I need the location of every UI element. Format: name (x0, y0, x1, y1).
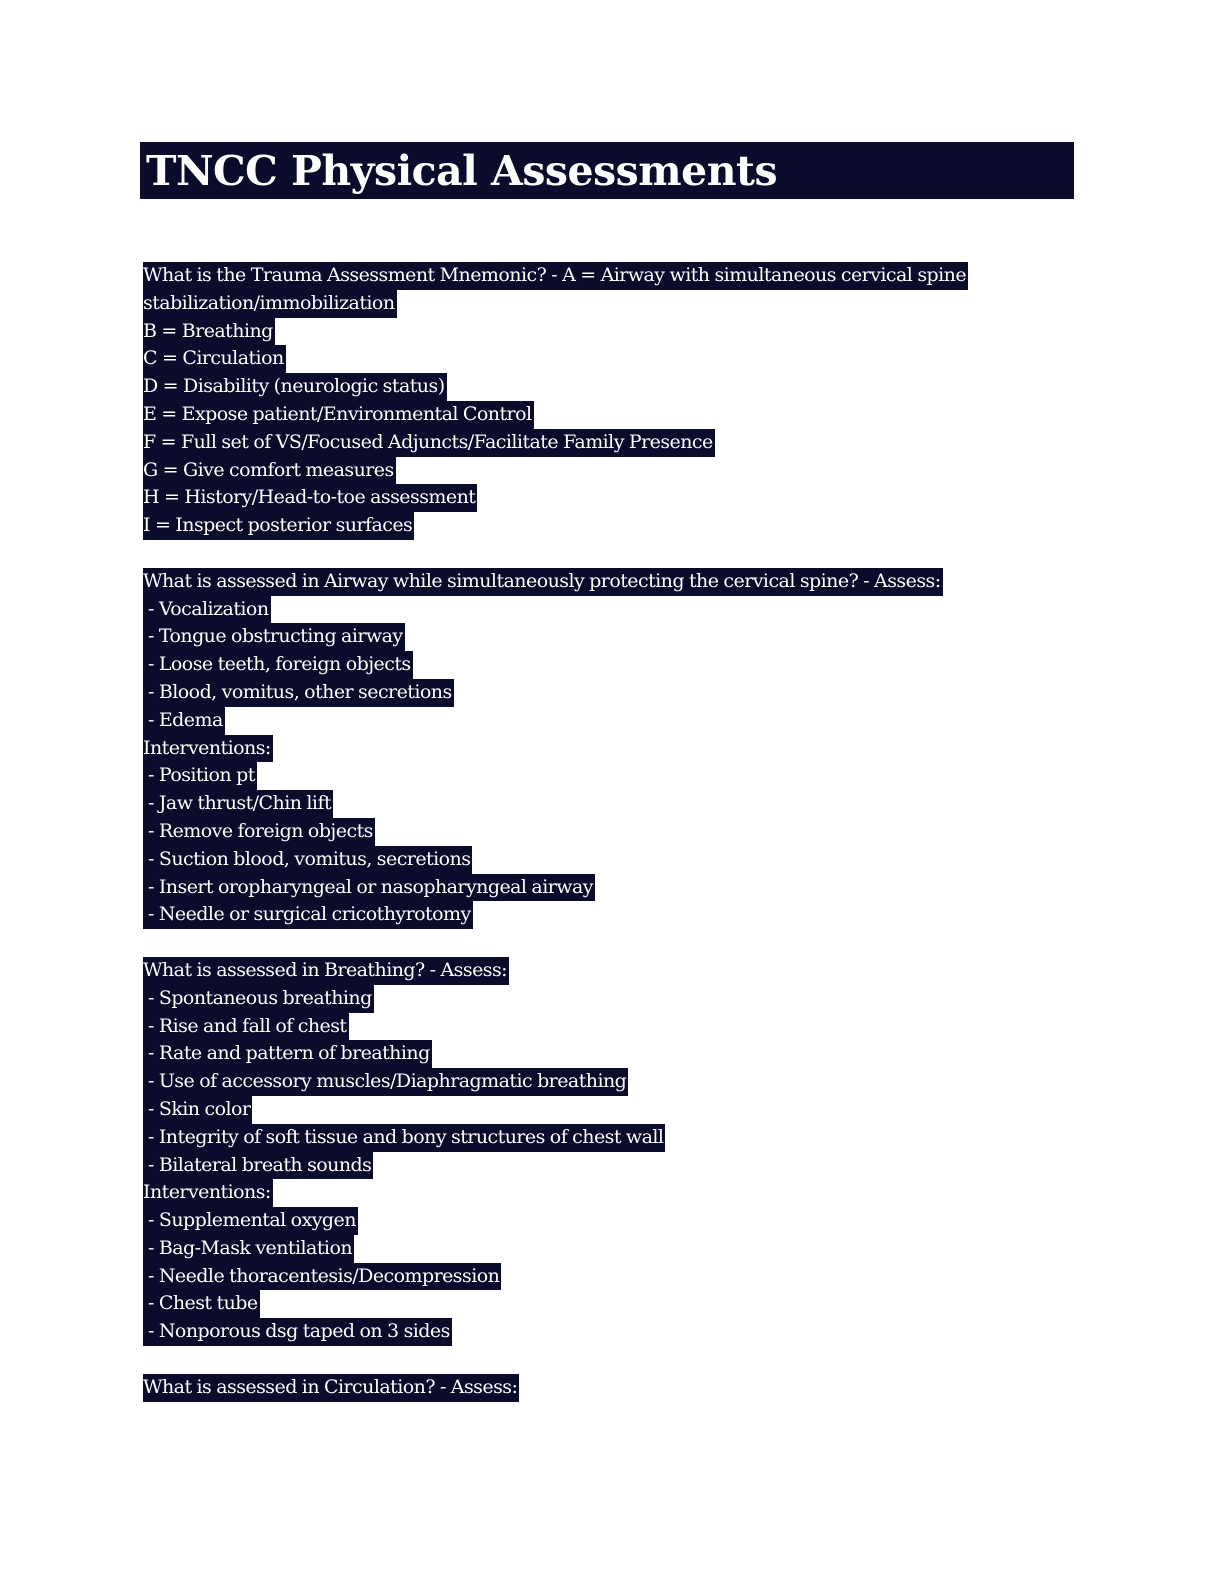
text-line (143, 1290, 1083, 1318)
highlighted-text: What is the Trauma Assessment Mnemonic? - A = Airway with simultaneous cervical spine (143, 262, 968, 290)
text-line (143, 707, 1083, 735)
highlighted-text: stabilization/immobilization (143, 290, 397, 318)
highlighted-text: - Rise and fall of chest (143, 1013, 349, 1041)
text-line (143, 1013, 1083, 1041)
highlighted-text: - Needle thoracentesis/Decompression (143, 1263, 501, 1291)
highlighted-text: E = Expose patient/Environmental Control (143, 401, 534, 429)
highlighted-text: - Chest tube (143, 1290, 260, 1318)
text-line (143, 568, 1083, 596)
text-line (143, 651, 1083, 679)
text-line (143, 429, 1083, 457)
qa-block (143, 568, 1083, 929)
text-line (143, 373, 1083, 401)
text-line (143, 1096, 1083, 1124)
text-line (143, 290, 1083, 318)
highlighted-text: - Remove foreign objects (143, 818, 375, 846)
highlighted-text: - Suction blood, vomitus, secretions (143, 846, 472, 874)
text-line (143, 596, 1083, 624)
text-line (143, 484, 1083, 512)
highlighted-text: G = Give comfort measures (143, 457, 396, 485)
highlighted-text: - Rate and pattern of breathing (143, 1040, 432, 1068)
highlighted-text: H = History/Head-to-toe assessment (143, 484, 477, 512)
highlighted-text: - Spontaneous breathing (143, 985, 374, 1013)
text-line (143, 1374, 1083, 1402)
text-line (143, 318, 1083, 346)
highlighted-text: - Supplemental oxygen (143, 1207, 358, 1235)
highlighted-text: - Integrity of soft tissue and bony structures of chest wall (143, 1124, 665, 1152)
highlighted-text: What is assessed in Circulation? - Assess: (143, 1374, 519, 1402)
highlighted-text: - Edema (143, 707, 225, 735)
highlighted-text: - Loose teeth, foreign objects (143, 651, 413, 679)
highlighted-text: Interventions: (143, 1179, 273, 1207)
flashcard-content (143, 262, 1083, 1429)
text-line (143, 623, 1083, 651)
text-line (143, 1235, 1083, 1263)
page-title: TNCC Physical Assessments (146, 147, 778, 195)
text-line (143, 262, 1083, 290)
qa-block (143, 957, 1083, 1346)
highlighted-text: - Use of accessory muscles/Diaphragmatic breathing (143, 1068, 628, 1096)
highlighted-text: - Blood, vomitus, other secretions (143, 679, 454, 707)
highlighted-text: - Needle or surgical cricothyrotomy (143, 901, 473, 929)
highlighted-text: C = Circulation (143, 345, 286, 373)
text-line (143, 679, 1083, 707)
text-line (143, 1124, 1083, 1152)
text-line (143, 1040, 1083, 1068)
text-line (143, 1152, 1083, 1180)
highlighted-text: I = Inspect posterior surfaces (143, 512, 414, 540)
qa-block (143, 262, 1083, 540)
text-line (143, 985, 1083, 1013)
text-line (143, 1263, 1083, 1291)
text-line (143, 1207, 1083, 1235)
text-line (143, 1179, 1083, 1207)
title-bar (140, 142, 1074, 199)
highlighted-text: B = Breathing (143, 318, 275, 346)
text-line (143, 1068, 1083, 1096)
text-line (143, 901, 1083, 929)
highlighted-text: - Insert oropharyngeal or nasopharyngeal airway (143, 874, 595, 902)
text-line (143, 818, 1083, 846)
highlighted-text: - Vocalization (143, 596, 271, 624)
text-line (143, 874, 1083, 902)
qa-block (143, 1374, 1083, 1402)
text-line (143, 1318, 1083, 1346)
text-line (143, 735, 1083, 763)
highlighted-text: - Tongue obstructing airway (143, 623, 405, 651)
highlighted-text: - Nonporous dsg taped on 3 sides (143, 1318, 452, 1346)
text-line (143, 345, 1083, 373)
text-line (143, 401, 1083, 429)
highlighted-text: - Jaw thrust/Chin lift (143, 790, 333, 818)
text-line (143, 957, 1083, 985)
highlighted-text: - Skin color (143, 1096, 252, 1124)
highlighted-text: D = Disability (neurologic status) (143, 373, 447, 401)
text-line (143, 762, 1083, 790)
text-line (143, 790, 1083, 818)
highlighted-text: - Position pt (143, 762, 257, 790)
highlighted-text: - Bilateral breath sounds (143, 1152, 373, 1180)
highlighted-text: What is assessed in Breathing? - Assess: (143, 957, 509, 985)
text-line (143, 457, 1083, 485)
highlighted-text: What is assessed in Airway while simultaneously protecting the cervical spine? - Assess: (143, 568, 943, 596)
highlighted-text: F = Full set of VS/Focused Adjuncts/Facilitate Family Presence (143, 429, 715, 457)
highlighted-text: - Bag-Mask ventilation (143, 1235, 354, 1263)
text-line (143, 512, 1083, 540)
text-line (143, 846, 1083, 874)
highlighted-text: Interventions: (143, 735, 273, 763)
